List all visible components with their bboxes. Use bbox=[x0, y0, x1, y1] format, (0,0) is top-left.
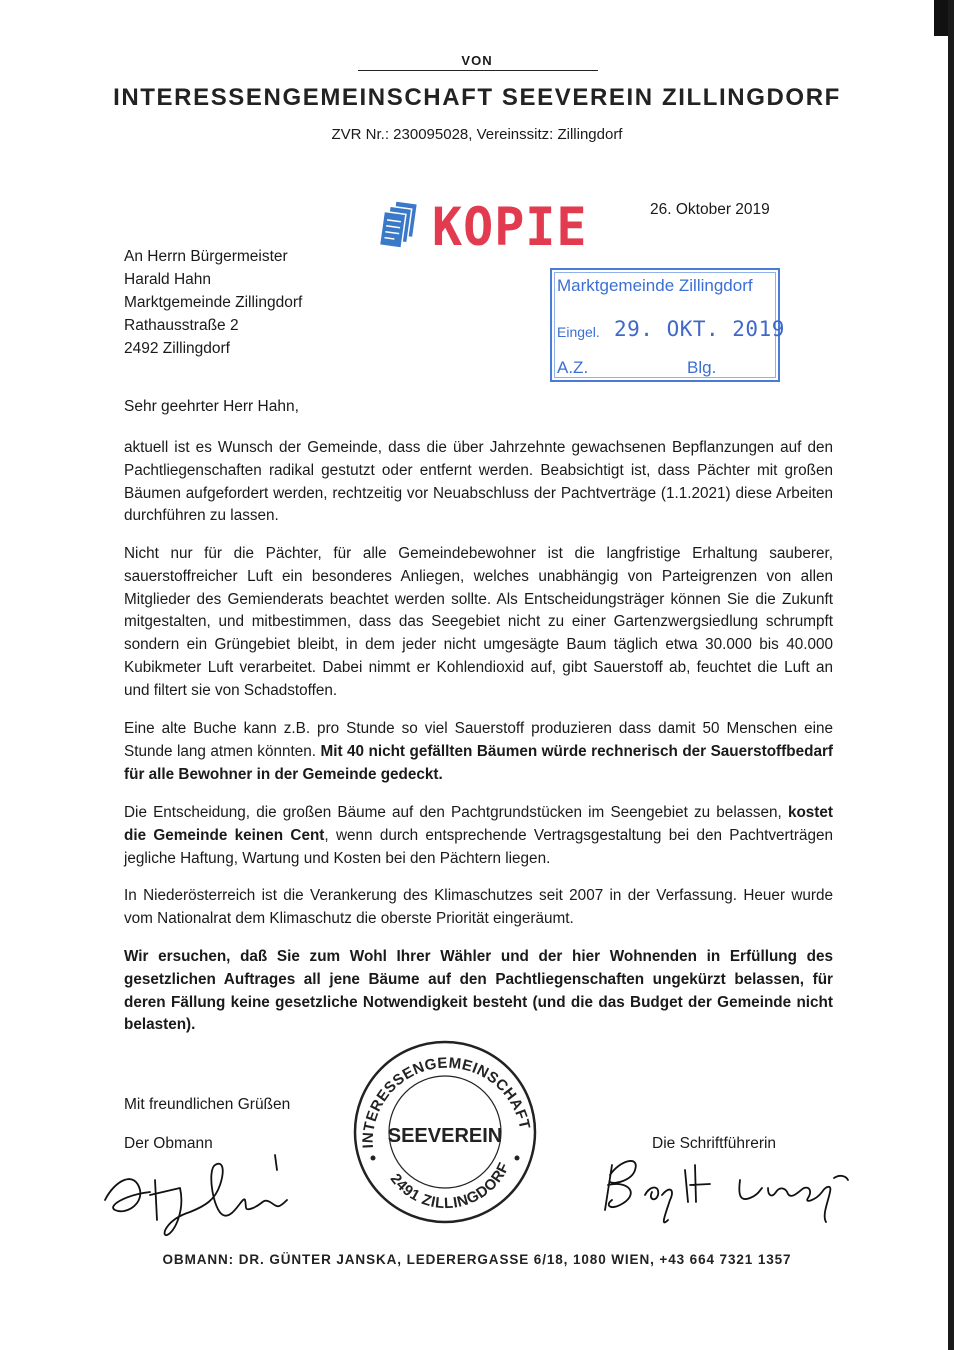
paragraph-4 bbox=[124, 802, 833, 870]
address-line: 2492 Zillingdorf bbox=[124, 340, 230, 357]
paragraph-4-bold: kostet die Gemeinde keinen Cent bbox=[124, 804, 833, 844]
paragraph-4-text-start: Die Entscheidung, die großen Bäume auf den Pachtgrundstücken im Seengebiet zu belassen, bbox=[124, 804, 788, 821]
signatory-obmann-title: Der Obmann bbox=[124, 1135, 213, 1152]
paragraph-4-text-end: , wenn durch entsprechende Vertragsgestaltung bei den Pachtverträgen jegliche Haftung, Wartung und Kosten bei den Pächtern liegen. bbox=[124, 826, 833, 867]
paragraph-1: aktuell ist es Wunsch der Gemeinde, dass die über Jahrzehnte gewachsenen Bepflanzungen auf den Pachtliegenschaften radikal gestutzt oder entfernt werden. Beabsichtigt ist, dass Pächter mit großen Bäumen aufgefordert werden, rechtzeitig vor Neuabschluss der Pachtverträge (1.1.2021) diese Arbeiten durchführen zu lassen. bbox=[124, 439, 833, 525]
letterhead-von: VON bbox=[461, 53, 493, 68]
organization-title: INTERESSENGEMEINSCHAFT SEEVEREIN ZILLINGDORF bbox=[113, 84, 841, 111]
paragraph-3-text: Eine alte Buche kann z.B. pro Stunde so viel Sauerstoff produzieren dass damit 50 Menschen eine Stunde lang atmen könnten. bbox=[124, 720, 833, 760]
received-stamp-office: Marktgemeinde Zillingdorf bbox=[557, 276, 753, 295]
paragraph-3-bold: Mit 40 nicht gefällten Bäumen würde rechnerisch der Sauerstoffbedarf für alle Bewohner in der Gemeinde gedeckt. bbox=[124, 742, 833, 783]
address-line: An Herrn Bürgermeister bbox=[124, 248, 288, 265]
document-copy-icon bbox=[380, 200, 424, 256]
kopie-stamp bbox=[380, 196, 588, 260]
scan-edge-top bbox=[934, 0, 948, 36]
paragraph-2: Nicht nur für die Pächter, für alle Gemeindebewohner ist die langfristige Erhaltung sauberer, sauerstoffreicher Luft ein besonderes Anliegen, welches unabhängig von Parteigrenzen von allen Mitglieder des Gemienderats beachtet werden sollte. Als Entscheidungsträger können Sie die Zukunft mitgestalten, und mitbestimmen, dass das Seegebiet nicht zu einer Gartenzwergsiedlung schrumpft sondern ein Grüngebiet bleibt, in dem jeder nicht umgesägte Baum täglich etwa 30.000 bis 40.000 Kubikmeter Luft verarbeitet. Dabei nimmt er Kohlendioxid auf, gibt Sauerstoff ab, feuchtet die Luft an und filtert sie von Schadstoffen. bbox=[124, 545, 833, 699]
closing: Mit freundlichen Grüßen bbox=[124, 1096, 291, 1113]
seal-ring-text: INTERESSENGEMEINSCHAFT bbox=[359, 1054, 534, 1149]
recipient-address bbox=[124, 245, 302, 360]
salutation: Sehr geehrter Herr Hahn, bbox=[124, 398, 299, 415]
paragraph-6-request: Wir ersuchen, daß Sie zum Wohl Ihrer Wähler und der hier Wohnenden in Erfüllung des gesetzlichen Auftrages all jene Bäume auf den Pachtliegenschaften ungekürzt belassen, für deren Fällung keine gesetzliche Notwendigkeit besteht (und die das Budget der Gemeinde nicht belasten). bbox=[124, 948, 833, 1034]
footer-contact: OBMANN: DR. GÜNTER JANSKA, LEDERERGASSE 6/18, 1080 WIEN, +43 664 7321 1357 bbox=[162, 1252, 792, 1267]
letter-date: 26. Oktober 2019 bbox=[650, 201, 770, 218]
paragraph-3 bbox=[124, 718, 833, 786]
address-line: Marktgemeinde Zillingdorf bbox=[124, 294, 303, 311]
received-stamp-az: A.Z. bbox=[557, 358, 589, 377]
schriftfuehrerin-signature bbox=[590, 1140, 860, 1230]
svg-text:2491 ZILLINGDORF bbox=[387, 1160, 513, 1212]
address-line: Harald Hahn bbox=[124, 271, 212, 288]
received-stamp-date: 29. OKT. 2019 bbox=[614, 317, 785, 341]
received-stamp-eingel: Eingel. bbox=[557, 324, 600, 340]
registration-line: ZVR Nr.: 230095028, Vereinssitz: Zillingdorf bbox=[331, 126, 623, 143]
address-line: Rathausstraße 2 bbox=[124, 317, 239, 334]
received-stamp bbox=[550, 268, 785, 382]
obmann-signature bbox=[95, 1140, 305, 1240]
kopie-label: KOPIE bbox=[432, 196, 588, 258]
seal-center-text: SEEVEREIN bbox=[387, 1125, 503, 1147]
received-stamp-blg: Blg. bbox=[687, 358, 717, 377]
paragraph-5: In Niederösterreich ist die Verankerung des Klimaschutzes seit 2007 in der Verfassung. Heuer wurde vom Nationalrat dem Klimaschutz die oberste Priorität eingeräumt. bbox=[124, 887, 833, 927]
signatory-schriftfuehrerin-title: Die Schriftführerin bbox=[652, 1135, 777, 1152]
von-underline bbox=[358, 70, 598, 71]
seal-bottom-text: 2491 ZILLINGDORF bbox=[386, 1159, 513, 1213]
association-seal bbox=[345, 1030, 545, 1230]
scan-edge-right bbox=[948, 0, 954, 1350]
